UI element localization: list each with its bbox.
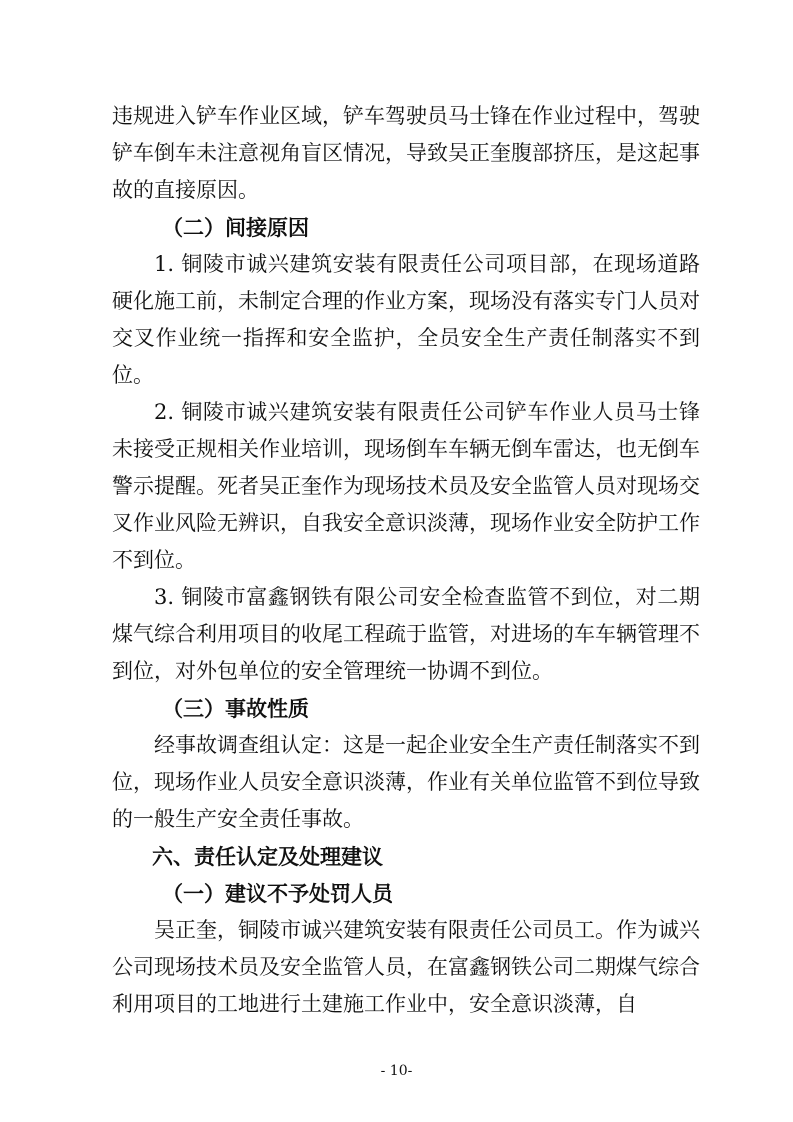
paragraph-no-penalty: 吴正奎，铜陵市诚兴建筑安装有限责任公司员工。作为诚兴公司现场技术员及安全监管人员，在富鑫钢铁公司二期煤气综合利用项目的工地进行土建施工作业中，安全意识淡薄，自 (112, 918, 700, 1016)
page-number: - 10- (380, 1063, 413, 1079)
heading-indirect-cause: （二）间接原因 (162, 215, 309, 240)
paragraph-indirect-1: 1. 铜陵市诚兴建筑安装有限责任公司项目部，在现场道路硬化施工前，未制定合理的作业方案，现场没有落实专门人员对交叉作业统一指挥和安全监护，全员安全生产责任制落实不到位。 (112, 252, 700, 387)
paragraph-indirect-2: 2. 铜陵市诚兴建筑安装有限责任公司铲车作业人员马士锋未接受正规相关作业培训，现场倒车车辆无倒车雷达，也无倒车警示提醒。死者吴正奎作为现场技术员及安全监管人员对现场交叉作业风险无辨识，自我安全意识淡薄，现场作业安全防护工作不到位。 (112, 400, 700, 572)
paragraph-direct-cause: 违规进入铲车作业区域，铲车驾驶员马士锋在作业过程中，驾驶铲车倒车未注意视角盲区情况，导致吴正奎腹部挤压，是这起事故的直接原因。 (112, 104, 700, 202)
paragraph-indirect-3: 3. 铜陵市富鑫钢铁有限公司安全检查监管不到位，对二期煤气综合利用项目的收尾工程疏于监管，对进场的车车辆管理不到位，对外包单位的安全管理统一协调不到位。 (112, 585, 700, 683)
heading-no-penalty: （一）建议不予处罚人员 (162, 881, 393, 906)
heading-responsibility: 六、责任认定及处理建议 (152, 844, 383, 869)
heading-accident-nature: （三）事故性质 (162, 696, 309, 721)
paragraph-accident-nature: 经事故调查组认定：这是一起企业安全生产责任制落实不到位，现场作业人员安全意识淡薄，作业有关单位监管不到位导致的一般生产安全责任事故。 (112, 733, 700, 831)
